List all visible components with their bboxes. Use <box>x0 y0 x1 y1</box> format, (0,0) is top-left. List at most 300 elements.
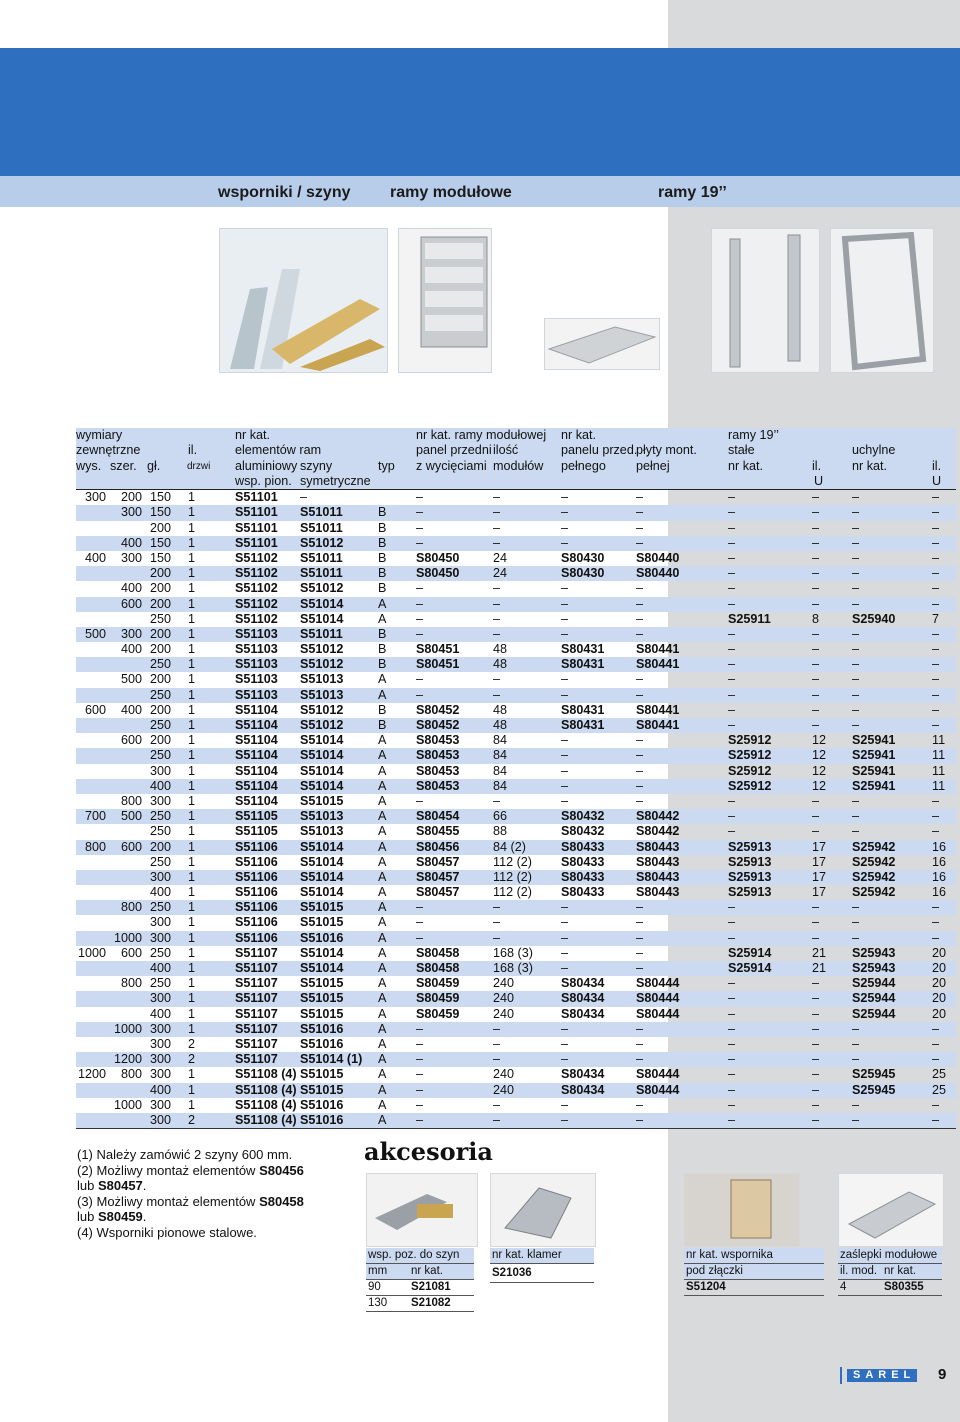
cell-szyny: S51012 <box>300 702 344 717</box>
cell-gl: 200 <box>149 581 171 596</box>
cell-typ: B <box>378 566 387 581</box>
cell-il: 1 <box>188 505 196 520</box>
cell-plyty-mont: – <box>636 1052 644 1067</box>
cell-aluminiowy: S51104 <box>235 793 278 808</box>
cell-gl: 400 <box>149 778 171 793</box>
cell-aluminiowy: S51105 <box>235 809 278 824</box>
cell-stale-il: – <box>812 657 820 672</box>
cell-uchylne-il: 16 <box>932 885 947 900</box>
cell-plyty-mont: S80441 <box>636 642 680 657</box>
acc3-header: nr kat. wspornika <box>686 1249 773 1261</box>
cell-stale-nrkat: – <box>728 809 736 824</box>
cell-uchylne-il: – <box>932 626 940 641</box>
table-row <box>76 961 956 976</box>
acc4-header: zaślepki modułowe <box>840 1249 938 1261</box>
acc2-header: nr kat. klamer <box>492 1249 562 1261</box>
cell-stale-nrkat: – <box>728 1036 736 1051</box>
cell-stale-nrkat: – <box>728 824 736 839</box>
cell-stale-nrkat: S25913 <box>728 885 772 900</box>
cell-panel-przedni: – <box>416 505 424 520</box>
cell-panelu-przed: – <box>561 535 569 550</box>
hdr-szyny: szyny <box>300 458 333 473</box>
cell-stale-nrkat: – <box>728 520 736 535</box>
cell-ilosc: – <box>493 930 501 945</box>
cell-il: 1 <box>188 520 196 535</box>
cell-stale-il: 17 <box>812 885 827 900</box>
cell-uchylne-nrkat: – <box>852 930 860 945</box>
hdr-ilosc: ilość <box>493 443 519 458</box>
cell-gl: 400 <box>149 1006 171 1021</box>
cell-stale-il: – <box>812 900 820 915</box>
cell-szer: 800 <box>120 976 142 991</box>
cell-ilosc: 112 (2) <box>493 869 532 884</box>
cell-panel-przedni: – <box>416 581 424 596</box>
cell-stale-nrkat: – <box>728 1006 736 1021</box>
cell-gl: 250 <box>149 809 171 824</box>
cell-panel-przedni: S80458 <box>416 961 460 975</box>
cell-uchylne-il: – <box>932 1097 940 1112</box>
cell-ilosc: 84 <box>493 778 508 793</box>
cell-plyty-mont: S80444 <box>636 1067 680 1082</box>
cell-panelu-przed: S80433 <box>561 854 605 869</box>
cell-panelu-przed: – <box>561 1112 569 1127</box>
cell-il: 1 <box>188 793 196 808</box>
cell-plyty-mont: S80441 <box>636 657 680 672</box>
cell-stale-nrkat: S25911 <box>728 611 771 626</box>
cell-gl: 250 <box>149 945 171 960</box>
cell-stale-il: – <box>812 1112 820 1127</box>
cell-panel-przedni: S80451 <box>416 657 460 672</box>
cell-aluminiowy: S51108 (4) <box>235 1067 297 1082</box>
cell-panelu-przed: S80434 <box>561 1067 605 1082</box>
cell-ilosc: – <box>493 900 501 915</box>
photo-modular-frame <box>398 228 492 373</box>
cell-aluminiowy: S51104 <box>235 748 278 763</box>
cell-uchylne-il: 16 <box>932 839 947 854</box>
hdr-il-uchylne: il. <box>932 458 942 473</box>
table-row <box>76 748 956 763</box>
cell-panelu-przed: – <box>561 1052 569 1067</box>
acc4-col-nrkat: nr kat. <box>884 1265 916 1277</box>
cell-gl: 300 <box>149 1112 171 1127</box>
cell-ilosc: – <box>493 1112 501 1127</box>
cell-panelu-przed: – <box>561 763 569 778</box>
cell-stale-nrkat: S25913 <box>728 854 772 869</box>
footnote-line <box>77 1194 357 1210</box>
cell-stale-nrkat: – <box>728 1082 736 1097</box>
footnote-text: . <box>142 1178 147 1194</box>
cell-aluminiowy: S51107 <box>235 1006 278 1021</box>
cell-szyny: S51012 <box>300 581 344 596</box>
acc1-code: S21081 <box>411 1281 451 1293</box>
cell-stale-nrkat: – <box>728 900 736 915</box>
cell-uchylne-il: 20 <box>932 991 947 1006</box>
cell-typ: A <box>378 733 387 748</box>
cell-panelu-przed: – <box>561 581 569 596</box>
cell-ilosc: 48 <box>493 657 508 672</box>
table-row <box>76 566 956 581</box>
cell-szyny: S51014 <box>300 763 344 778</box>
footnote-text: (2) Możliwy montaż elementów <box>77 1162 260 1178</box>
cell-stale-il: – <box>812 809 820 824</box>
cell-ilosc: – <box>493 581 501 596</box>
cell-uchylne-nrkat: – <box>852 626 860 641</box>
cell-szyny: S51014 <box>300 869 344 884</box>
cell-il: 1 <box>188 1082 196 1097</box>
cell-panelu-przed: S80432 <box>561 809 605 824</box>
cell-uchylne-il: – <box>932 672 940 687</box>
cell-il: 1 <box>188 809 196 824</box>
cell-plyty-mont: S80444 <box>636 991 680 1006</box>
footnote-code: S80457 <box>97 1178 143 1194</box>
nav-item-ramy-19: ramy 19’’ <box>658 184 727 201</box>
table-row <box>76 824 956 839</box>
table-row <box>76 931 956 946</box>
table-row <box>76 764 956 779</box>
cell-szyny: S51016 <box>300 1097 344 1112</box>
cell-stale-il: – <box>812 505 820 520</box>
cell-aluminiowy: S51107 <box>235 991 278 1006</box>
cell-szer: 400 <box>120 642 142 657</box>
table-row <box>76 885 956 900</box>
cell-aluminiowy: S51104 <box>235 733 278 748</box>
cell-plyty-mont: S80443 <box>636 885 680 900</box>
cell-aluminiowy: S51102 <box>235 611 278 626</box>
cell-aluminiowy: S51104 <box>235 778 278 793</box>
cell-uchylne-il: – <box>932 824 940 839</box>
footnote-line <box>77 1147 357 1163</box>
cell-plyty-mont: – <box>636 1097 644 1112</box>
cell-panel-przedni: S80453 <box>416 748 460 763</box>
cell-panelu-przed: S80431 <box>561 718 605 732</box>
cell-uchylne-il: – <box>932 1036 940 1051</box>
cell-szyny: S51016 <box>300 1036 344 1051</box>
cell-typ: B <box>378 550 387 565</box>
cell-il: 1 <box>188 945 196 960</box>
cell-szyny: S51015 <box>300 1067 344 1082</box>
acc1-col-mm: mm <box>368 1265 388 1277</box>
table-row <box>76 551 956 566</box>
cell-stale-nrkat: S25914 <box>728 961 772 975</box>
cell-panel-przedni: S80453 <box>416 763 460 778</box>
cell-szyny: S51012 <box>300 642 344 657</box>
table-bottom-rule <box>76 1128 956 1129</box>
cell-gl: 150 <box>149 535 171 550</box>
cell-il: 1 <box>188 763 196 778</box>
cell-typ: B <box>378 505 387 520</box>
cell-ilosc: – <box>493 915 501 930</box>
cell-szer: 300 <box>120 626 142 641</box>
cell-uchylne-nrkat: – <box>852 550 860 565</box>
acc-table-terminal <box>684 1248 824 1296</box>
cell-il: 1 <box>188 824 196 839</box>
cell-stale-nrkat: – <box>728 1067 736 1082</box>
cell-aluminiowy: S51103 <box>235 687 278 702</box>
cell-gl: 400 <box>149 1082 171 1097</box>
cell-typ: A <box>378 672 387 687</box>
cell-panel-przedni: – <box>416 793 424 808</box>
table-row <box>76 642 956 657</box>
cell-stale-il: 21 <box>812 945 827 960</box>
table-row <box>76 703 956 718</box>
acc-table-clamp <box>490 1248 594 1283</box>
cell-szyny: S51012 <box>300 535 344 550</box>
cell-stale-il: – <box>812 550 820 565</box>
cell-panelu-przed: S80431 <box>561 702 605 717</box>
hdr-il-stale: il. <box>812 458 822 473</box>
cell-stale-il: 8 <box>812 611 820 626</box>
cell-panel-przedni: S80454 <box>416 809 460 824</box>
cell-gl: 200 <box>149 672 171 687</box>
table-row <box>76 855 956 870</box>
cell-uchylne-il: – <box>932 900 940 915</box>
footnotes <box>77 1147 357 1241</box>
cell-typ: A <box>378 854 387 869</box>
cell-gl: 200 <box>149 642 171 657</box>
cell-stale-il: – <box>812 976 820 991</box>
cell-szyny: S51013 <box>300 672 344 687</box>
table-row <box>76 490 956 505</box>
cell-typ: A <box>378 885 387 900</box>
cell-uchylne-il: 20 <box>932 1006 947 1021</box>
cell-ilosc: 240 <box>493 991 515 1006</box>
cell-szer: 400 <box>120 535 142 550</box>
cell-panel-przedni: – <box>416 930 424 945</box>
cell-panel-przedni: – <box>416 1082 424 1097</box>
cell-panelu-przed: – <box>561 778 569 793</box>
cell-plyty-mont: – <box>636 535 644 550</box>
cell-stale-il: – <box>812 915 820 930</box>
cell-panel-przedni: S80450 <box>416 550 460 565</box>
cell-uchylne-nrkat: – <box>852 718 860 732</box>
cell-gl: 300 <box>149 930 171 945</box>
cell-plyty-mont: S80440 <box>636 566 680 581</box>
cell-il: 2 <box>188 1052 196 1067</box>
cell-ilosc: – <box>493 1021 501 1036</box>
cell-wys: 1000 <box>77 945 106 960</box>
cell-plyty-mont: – <box>636 687 644 702</box>
cell-typ: A <box>378 1021 387 1036</box>
cell-stale-nrkat: – <box>728 930 736 945</box>
cell-aluminiowy: S51107 <box>235 1036 278 1051</box>
cell-panelu-przed: – <box>561 900 569 915</box>
cell-plyty-mont: – <box>636 778 644 793</box>
cell-il: 1 <box>188 642 196 657</box>
cell-uchylne-nrkat: S25942 <box>852 854 896 869</box>
cell-panelu-przed: – <box>561 930 569 945</box>
cell-aluminiowy: S51101 <box>235 535 278 550</box>
hdr-plyty-mont: płyty mont. <box>636 443 697 458</box>
cell-szer: 1000 <box>113 930 142 945</box>
cell-uchylne-nrkat: S25942 <box>852 869 896 884</box>
cell-stale-il: – <box>812 596 820 611</box>
cell-ilosc: – <box>493 520 501 535</box>
cell-il: 1 <box>188 1021 196 1036</box>
cell-il: 1 <box>188 733 196 748</box>
cell-il: 1 <box>188 566 196 581</box>
cell-stale-nrkat: – <box>728 1021 736 1036</box>
cell-uchylne-nrkat: S25943 <box>852 945 896 960</box>
cell-gl: 200 <box>149 520 171 535</box>
cell-uchylne-il: – <box>932 687 940 702</box>
cell-szyny: S51014 <box>300 748 344 763</box>
cell-panelu-przed: – <box>561 733 569 748</box>
cell-szyny: S51015 <box>300 976 344 991</box>
cell-uchylne-il: 25 <box>932 1082 947 1097</box>
cell-wys: 500 <box>84 626 106 641</box>
cell-aluminiowy: S51108 (4) <box>235 1112 297 1127</box>
cell-stale-il: – <box>812 718 820 732</box>
cell-szyny: S51011 <box>300 520 343 535</box>
cell-gl: 400 <box>149 885 171 900</box>
cell-uchylne-il: 11 <box>932 763 946 778</box>
cell-aluminiowy: S51107 <box>235 961 278 975</box>
cell-ilosc: 240 <box>493 1067 515 1082</box>
cell-stale-nrkat: – <box>728 626 736 641</box>
cell-plyty-mont: – <box>636 1036 644 1051</box>
cell-szyny: S51014 <box>300 885 344 900</box>
cell-uchylne-nrkat: S25940 <box>852 611 896 626</box>
cell-aluminiowy: S51107 <box>235 1052 278 1067</box>
cell-gl: 300 <box>149 1036 171 1051</box>
cell-panel-przedni: – <box>416 1097 424 1112</box>
table-row <box>76 991 956 1006</box>
cell-gl: 300 <box>149 1097 171 1112</box>
photo-19-rails <box>711 228 820 373</box>
cell-typ: A <box>378 763 387 778</box>
cell-wys: 1200 <box>77 1067 106 1082</box>
cell-uchylne-il: – <box>932 566 940 581</box>
cell-stale-il: 12 <box>812 778 827 793</box>
cell-aluminiowy: S51105 <box>235 824 278 839</box>
cell-uchylne-nrkat: S25944 <box>852 976 896 991</box>
cell-aluminiowy: S51106 <box>235 885 278 900</box>
photo-module-blanks <box>838 1173 944 1247</box>
cell-gl: 200 <box>149 566 171 581</box>
cell-il: 1 <box>188 1067 196 1082</box>
cell-stale-nrkat: – <box>728 642 736 657</box>
acc-table-bracket <box>366 1248 474 1312</box>
cell-stale-il: – <box>812 824 820 839</box>
cell-uchylne-nrkat: – <box>852 535 860 550</box>
cell-panel-przedni: S80452 <box>416 718 460 732</box>
cell-panelu-przed: – <box>561 687 569 702</box>
cell-stale-nrkat: – <box>728 1112 736 1127</box>
cell-stale-il: – <box>812 1082 820 1097</box>
footnote-text: (3) Możliwy montaż elementów <box>77 1193 260 1209</box>
header-row-1 <box>76 428 956 443</box>
cell-ilosc: 112 (2) <box>493 854 532 869</box>
cell-stale-nrkat: – <box>728 718 736 732</box>
cell-stale-il: 12 <box>812 733 827 748</box>
cell-stale-nrkat: – <box>728 596 736 611</box>
cell-uchylne-il: – <box>932 1052 940 1067</box>
cell-stale-il: – <box>812 687 820 702</box>
cell-ilosc: 84 (2) <box>493 839 526 854</box>
acc1-mm: 90 <box>368 1281 381 1293</box>
cell-uchylne-nrkat: S25941 <box>852 733 896 748</box>
cell-uchylne-il: – <box>932 535 940 550</box>
cell-uchylne-nrkat: – <box>852 702 860 717</box>
cell-aluminiowy: S51107 <box>235 976 278 991</box>
cell-panel-przedni: S80457 <box>416 869 460 884</box>
cell-il: 2 <box>188 1112 196 1127</box>
cell-uchylne-il: 20 <box>932 961 947 975</box>
cell-il: 1 <box>188 854 196 869</box>
cell-stale-il: 17 <box>812 854 827 869</box>
cell-uchylne-il: – <box>932 1021 940 1036</box>
table-row <box>76 1098 956 1113</box>
cell-stale-il: – <box>812 626 820 641</box>
acc1-code: S21082 <box>411 1297 451 1309</box>
cell-panel-przedni: S80459 <box>416 991 460 1006</box>
cell-aluminiowy: S51107 <box>235 945 278 960</box>
table-row <box>76 1113 956 1128</box>
cell-szer: 500 <box>120 672 142 687</box>
cell-typ: B <box>378 581 387 596</box>
cell-plyty-mont: – <box>636 793 644 808</box>
cell-typ: A <box>378 596 387 611</box>
cell-uchylne-nrkat: S25945 <box>852 1067 896 1082</box>
hdr-elementow-ram: elementów ram <box>235 443 322 458</box>
cell-uchylne-nrkat: – <box>852 793 860 808</box>
cell-il: 1 <box>188 900 196 915</box>
cell-panel-przedni: – <box>416 672 424 687</box>
cell-panelu-przed: S80430 <box>561 566 605 581</box>
cell-panelu-przed: S80434 <box>561 1082 605 1097</box>
cell-uchylne-nrkat: S25941 <box>852 748 896 763</box>
cell-aluminiowy: S51104 <box>235 763 278 778</box>
cell-stale-il: 17 <box>812 869 827 884</box>
cell-uchylne-il: – <box>932 642 940 657</box>
table-row <box>76 505 956 520</box>
cell-stale-nrkat: – <box>728 505 736 520</box>
cell-typ: A <box>378 930 387 945</box>
cell-uchylne-il: – <box>932 550 940 565</box>
cell-il: 1 <box>188 930 196 945</box>
cell-panel-przedni: – <box>416 535 424 550</box>
cell-aluminiowy: S51103 <box>235 642 278 657</box>
acc2-code: S21036 <box>492 1267 532 1279</box>
hdr-symetryczne: symetryczne <box>300 473 371 488</box>
cell-typ: A <box>378 900 387 915</box>
footnote-code: S80459 <box>97 1209 143 1225</box>
cell-panel-przedni: – <box>416 915 424 930</box>
photo-front-panel <box>544 318 660 370</box>
cell-panel-przedni: S80458 <box>416 945 460 960</box>
cell-wys: 800 <box>84 839 106 854</box>
hdr-pelnego: pełnego <box>561 458 606 473</box>
cell-aluminiowy: S51101 <box>235 520 278 535</box>
cell-stale-il: – <box>812 1097 820 1112</box>
header-row-3 <box>76 459 956 474</box>
cell-gl: 200 <box>149 596 171 611</box>
cell-typ: A <box>378 748 387 763</box>
sarel-logo <box>847 1369 917 1382</box>
cell-plyty-mont: S80444 <box>636 1006 680 1021</box>
cell-il: 1 <box>188 1006 196 1021</box>
cell-panel-przedni: S80457 <box>416 854 460 869</box>
cell-stale-il: – <box>812 991 820 1006</box>
cell-uchylne-nrkat: – <box>852 824 860 839</box>
cell-aluminiowy: S51106 <box>235 900 278 915</box>
cell-typ: B <box>378 718 387 732</box>
cell-uchylne-nrkat: S25944 <box>852 1006 896 1021</box>
photo-terminal-bracket <box>684 1173 800 1247</box>
cell-aluminiowy: S51108 (4) <box>235 1082 297 1097</box>
cell-il: 1 <box>188 1097 196 1112</box>
cell-szyny: S51015 <box>300 900 344 915</box>
